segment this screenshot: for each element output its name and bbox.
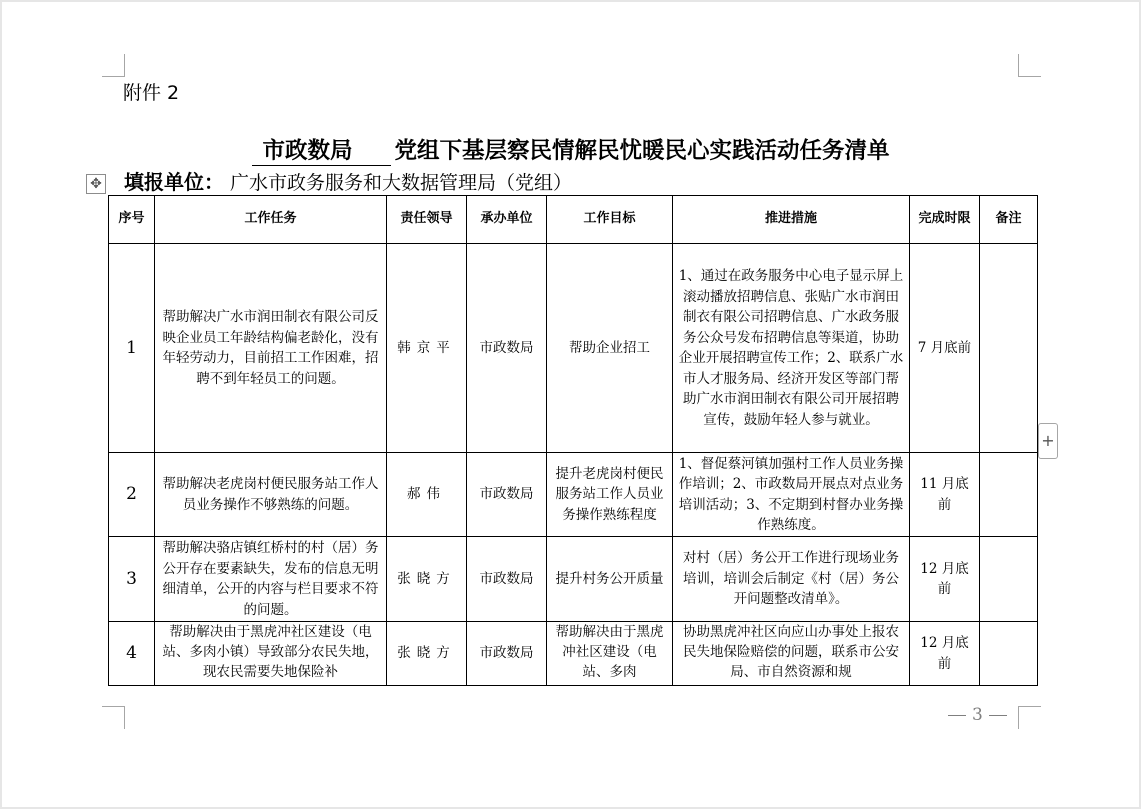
cell-no: 2 [109,453,155,537]
move-cross-icon[interactable]: ✥ [86,174,106,194]
cell-measures[interactable]: 1、通过在政务服务中心电子显示屏上滚动播放招聘信息、张贴广水市润田制衣有限公司招聘信息、广水政务服务公众号发布招聘信息等渠道，协助企业开展招聘宣传工作；2、联系广水市人才服务局、经济开发区等部门帮助广水市润田制衣有限公司开展招聘宣传，鼓励年轻人参与就业。 [673,244,910,453]
cell-deadline[interactable]: 12 月底前 [910,537,980,622]
margin-corner-top-right [1018,54,1041,77]
document-title [106,133,1036,166]
cell-goal-text: 帮助解决由于黑虎冲社区建设（电站、多肉 [555,624,664,680]
document-page [2,2,1139,807]
cell-goal[interactable] [547,622,673,686]
cell-measures[interactable] [673,622,910,686]
cell-unit[interactable]: 市政数局 [467,453,547,537]
page-number-value: 3 [972,705,983,725]
cell-goal[interactable]: 提升村务公开质量 [547,537,673,622]
cell-no: 1 [109,244,155,453]
attachment-label: 附件 2 [123,82,180,104]
cell-task[interactable] [155,622,387,686]
header-leader: 责任领导 [387,196,467,244]
cell-remark[interactable] [980,537,1038,622]
cell-no: 4 [109,622,155,686]
cell-remark[interactable] [980,453,1038,537]
cell-unit[interactable]: 市政数局 [467,622,547,686]
cell-goal[interactable]: 帮助企业招工 [547,244,673,453]
cell-measures[interactable]: 1、督促蔡河镇加强村工作人员业务操作培训；2、市政数局开展点对点业务培训活动；3、不定期到村督办业务操作熟练度。 [673,453,910,537]
cell-task[interactable]: 帮助解决老虎岗村便民服务站工作人员业务操作不够熟练的问题。 [155,453,387,537]
cell-leader[interactable]: 张晓方 [387,622,467,686]
table-row [109,244,1038,453]
page-number-dash-right [989,715,1007,716]
header-task: 工作任务 [155,196,387,244]
table-row [109,453,1038,537]
cell-leader[interactable]: 韩京平 [387,244,467,453]
cell-measures-text: 协助黑虎冲社区向应山办事处上报农民失地保险赔偿的问题，联系市公安局、市自然资源和规 [683,624,899,680]
fill-unit-line [124,166,572,195]
page-number-dash-left [948,715,966,716]
page-number [942,705,1014,725]
header-deadline: 完成时限 [910,196,980,244]
cell-no: 3 [109,537,155,622]
plus-icon[interactable]: + [1038,423,1058,459]
cell-task[interactable]: 帮助解决骆店镇红桥村的村（居）务公开存在要素缺失，发布的信息无明细清单，公开的内容与栏目要求不符的问题。 [155,537,387,622]
header-no: 序号 [109,196,155,244]
cell-deadline[interactable]: 11 月底前 [910,453,980,537]
fill-unit-label: 填报单位： [124,170,224,194]
margin-corner-top-left [102,54,125,77]
table-row [109,622,1038,686]
cell-measures[interactable]: 对村（居）务公开工作进行现场业务培训，培训会后制定《村（居）务公开问题整改清单》。 [673,537,910,622]
header-remark: 备注 [980,196,1038,244]
cell-leader[interactable]: 张晓方 [387,537,467,622]
margin-corner-bottom-left [102,706,125,729]
table-row [109,537,1038,622]
cell-remark[interactable] [980,622,1038,686]
title-rest: 党组下基层察民情解民忧暖民心实践活动任务清单 [394,138,890,164]
header-goal: 工作目标 [547,196,673,244]
cell-deadline[interactable]: 12 月底前 [910,622,980,686]
cell-remark[interactable] [980,244,1038,453]
cell-deadline[interactable]: 7 月底前 [910,244,980,453]
cell-task-text: 帮助解决由于黑虎冲社区建设（电站、多肉小镇）导致部分农民失地，现农民需要失地保险补 [162,624,379,680]
task-table [108,195,1038,686]
cell-leader[interactable]: 郝伟 [387,453,467,537]
cell-goal[interactable]: 提升老虎岗村便民服务站工作人员业务操作熟练程度 [547,453,673,537]
margin-corner-bottom-right [1018,706,1041,729]
table-header-row [109,196,1038,244]
header-unit: 承办单位 [467,196,547,244]
header-measures: 推进措施 [673,196,910,244]
cell-task[interactable]: 帮助解决广水市润田制衣有限公司反映企业员工年龄结构偏老龄化，没有年轻劳动力，目前招工工作困难，招聘不到年轻员工的问题。 [155,244,387,453]
cell-unit[interactable]: 市政数局 [467,244,547,453]
fill-unit-value: 广水市政务服务和大数据管理局（党组） [230,172,573,194]
cell-unit[interactable]: 市政数局 [467,537,547,622]
title-unit: 市政数局 [252,133,390,166]
